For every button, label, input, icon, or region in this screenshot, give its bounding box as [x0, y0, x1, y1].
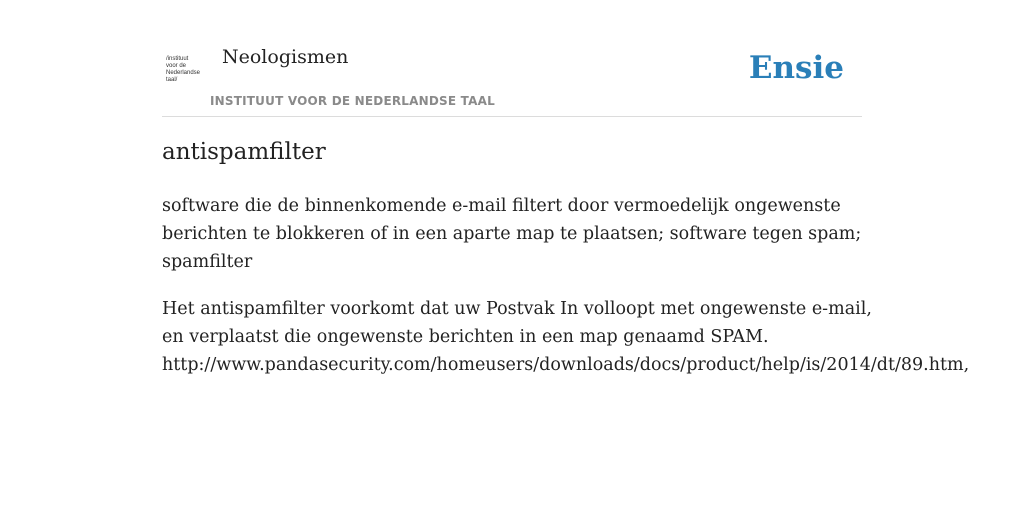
logo-line: taal/ [166, 77, 178, 83]
definition-line: spamfilter [162, 252, 253, 272]
entry-term: antispamfilter [162, 139, 326, 165]
logo-line: Nederlandse [166, 70, 201, 76]
logo-line: voor de [166, 63, 187, 69]
definition-line: berichten te blokkeren of in een aparte map te plaatsen; software tegen spam; [162, 224, 862, 244]
example-source-url: http://www.pandasecurity.com/homeusers/downloads/docs/product/help/is/2014/dt/89.htm, [162, 355, 970, 375]
example-line: Het antispamfilter voorkomt dat uw Postvak In volloopt met ongewenste e-mail, [162, 299, 872, 319]
source-name[interactable]: Neologismen [222, 46, 349, 68]
instituut-logo[interactable] [166, 56, 208, 90]
definition-line: software die de binnenkomende e-mail filtert door vermoedelijk ongewenste [162, 196, 841, 216]
ensie-brand-link[interactable]: Ensie [748, 50, 844, 86]
entry-example [162, 295, 982, 379]
example-line: en verplaatst die ongewenste berichten in een map genaamd SPAM. [162, 327, 769, 347]
source-organization: INSTITUUT VOOR DE NEDERLANDSE TAAL [210, 94, 495, 108]
entry-definition [162, 192, 862, 276]
logo-line: /instituut [166, 56, 189, 62]
entry-header [162, 40, 862, 117]
